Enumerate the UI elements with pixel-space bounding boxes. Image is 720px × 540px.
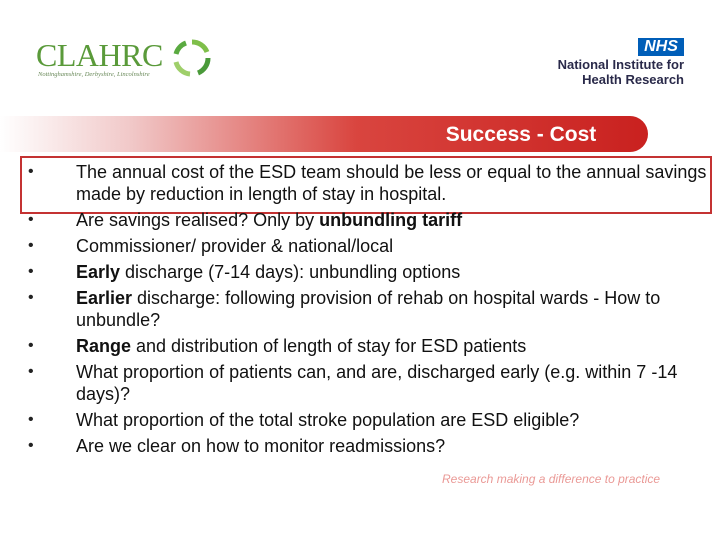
bullet-dot-icon: • — [28, 163, 34, 180]
bullet-dot-icon: • — [28, 363, 34, 380]
bullet-dot-icon: • — [28, 289, 34, 306]
bullet-item: • Commissioner/ provider & national/local — [28, 236, 394, 256]
clahrc-logo — [36, 38, 216, 84]
bullet-dot-icon: • — [28, 211, 34, 228]
bullet-item: • Are savings realised? Only by unbundling tariff — [28, 210, 463, 230]
bullet-dot-icon: • — [28, 263, 34, 280]
bullet-item: • Earlier discharge: following provision of rehab on hospital wards - How to unbundle? — [28, 288, 661, 330]
bullet-list — [22, 161, 712, 461]
bullet-item: • Range and distribution of length of stay for ESD patients — [28, 336, 527, 356]
clahrc-tagline: Nottinghamshire, Derbyshire, Lincolnshire — [38, 71, 150, 78]
nhs-badge: NHS — [638, 38, 684, 56]
bullet-dot-icon: • — [28, 337, 34, 354]
nihr-logo — [540, 38, 690, 94]
bullet-dot-icon: • — [28, 437, 34, 454]
clahrc-wordmark: CLAHRC — [36, 37, 163, 73]
recycle-ring-icon — [170, 38, 214, 78]
bullet-dot-icon: • — [28, 237, 34, 254]
bullet-item: • What proportion of patients can, and are, discharged early (e.g. within 7 -14 days)? — [28, 362, 678, 404]
bullet-item: • Are we clear on how to monitor readmissions? — [28, 436, 446, 456]
bullet-item: • What proportion of the total stroke population are ESD eligible? — [28, 410, 580, 430]
bullet-item: • Early discharge (7-14 days): unbundling options — [28, 262, 461, 282]
nihr-name-line1: National Institute for — [557, 57, 684, 72]
watermark-tagline: Research making a difference to practice — [442, 472, 661, 486]
bullet-dot-icon: • — [28, 411, 34, 428]
slide-title: Success - Cost — [445, 123, 597, 146]
bullet-item: • The annual cost of the ESD team should be less or equal to the annual savings made by reduction in length of stay in hospital. — [28, 162, 707, 204]
nihr-name-line2: Health Research — [582, 72, 684, 87]
